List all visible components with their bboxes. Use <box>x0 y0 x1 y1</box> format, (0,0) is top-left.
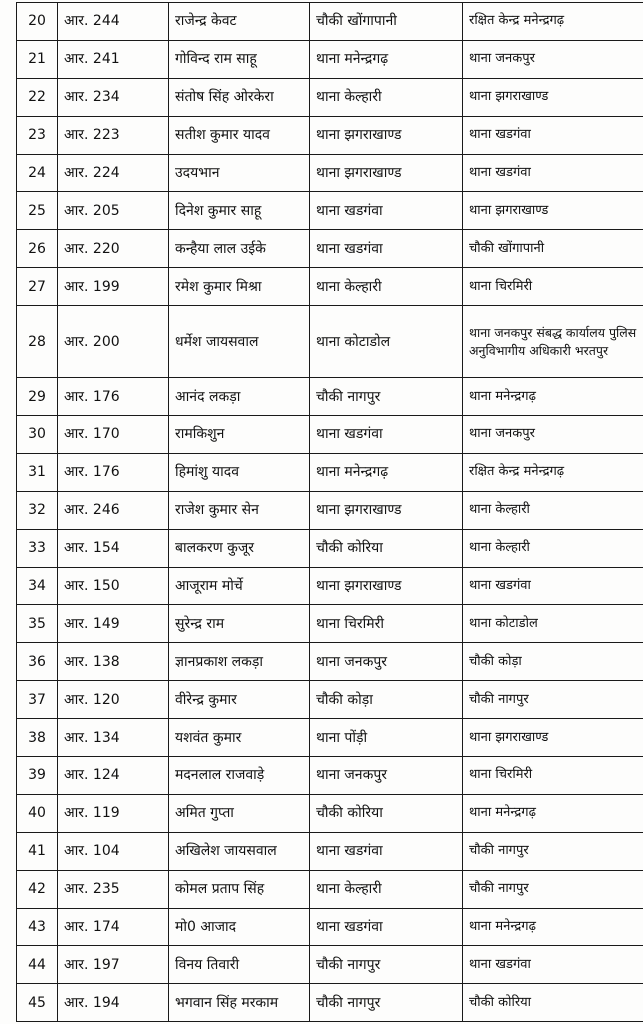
new-posting-cell: थाना कोटाडोल <box>463 605 643 643</box>
current-posting-cell: थाना खडगंवा <box>310 230 463 268</box>
current-posting-cell: थाना केल्हारी <box>310 78 463 116</box>
current-posting-cell: थाना झगराखाण्ड <box>310 116 463 154</box>
new-posting-cell: थाना चिरमिरी <box>463 268 643 306</box>
constable-number-cell: आर. 134 <box>58 719 169 757</box>
serial-number-cell: 29 <box>17 378 58 416</box>
serial-number-cell: 25 <box>17 192 58 230</box>
new-posting-cell: थाना मनेन्द्रगढ़ <box>463 378 643 416</box>
constable-name-cell: दिनेश कुमार साहू <box>169 192 310 230</box>
constable-name-cell: अखिलेश जायसवाल <box>169 832 310 870</box>
table-row <box>17 453 643 491</box>
current-posting-cell: चौकी नागपुर <box>310 946 463 984</box>
new-posting-cell: रक्षित केन्द्र मनेन्द्रगढ़ <box>463 453 643 491</box>
new-posting-cell: चौकी कोरिया <box>463 984 643 1022</box>
current-posting-cell: थाना केल्हारी <box>310 268 463 306</box>
table-row <box>17 643 643 681</box>
constable-number-cell: आर. 170 <box>58 416 169 454</box>
current-posting-cell: थाना मनेन्द्रगढ़ <box>310 453 463 491</box>
constable-number-cell: आर. 241 <box>58 40 169 78</box>
new-posting-cell: थाना झगराखाण्ड <box>463 78 643 116</box>
new-posting-cell: थाना खडगंवा <box>463 116 643 154</box>
table-row <box>17 268 643 306</box>
table-row <box>17 116 643 154</box>
serial-number-cell: 34 <box>17 567 58 605</box>
new-posting-cell: चौकी नागपुर <box>463 870 643 908</box>
constable-number-cell: आर. 244 <box>58 3 169 41</box>
new-posting-cell: थाना मनेन्द्रगढ़ <box>463 908 643 946</box>
serial-number-cell: 28 <box>17 306 58 378</box>
serial-number-cell: 23 <box>17 116 58 154</box>
current-posting-cell: थाना खडगंवा <box>310 192 463 230</box>
current-posting-cell: थाना झगराखाण्ड <box>310 154 463 192</box>
constable-number-cell: आर. 220 <box>58 230 169 268</box>
constable-name-cell: कोमल प्रताप सिंह <box>169 870 310 908</box>
constable-number-cell: आर. 205 <box>58 192 169 230</box>
transfer-table-body <box>17 3 643 1022</box>
current-posting-cell: थाना पोंड़ी <box>310 719 463 757</box>
new-posting-cell: थाना केल्हारी <box>463 491 643 529</box>
serial-number-cell: 22 <box>17 78 58 116</box>
constable-name-cell: कन्हैया लाल उईके <box>169 230 310 268</box>
serial-number-cell: 33 <box>17 529 58 567</box>
table-row <box>17 529 643 567</box>
serial-number-cell: 21 <box>17 40 58 78</box>
serial-number-cell: 20 <box>17 3 58 41</box>
constable-number-cell: आर. 176 <box>58 378 169 416</box>
table-row <box>17 40 643 78</box>
new-posting-cell: थाना चिरमिरी <box>463 757 643 795</box>
new-posting-cell: चौकी नागपुर <box>463 681 643 719</box>
serial-number-cell: 37 <box>17 681 58 719</box>
current-posting-cell: थाना जनकपुर <box>310 643 463 681</box>
constable-name-cell: राजेश कुमार सेन <box>169 491 310 529</box>
constable-name-cell: राजेन्द्र केवट <box>169 3 310 41</box>
new-posting-cell: थाना खडगंवा <box>463 154 643 192</box>
constable-number-cell: आर. 176 <box>58 453 169 491</box>
table-row <box>17 908 643 946</box>
constable-number-cell: आर. 120 <box>58 681 169 719</box>
constable-name-cell: रमेश कुमार मिश्रा <box>169 268 310 306</box>
table-row <box>17 491 643 529</box>
constable-number-cell: आर. 200 <box>58 306 169 378</box>
current-posting-cell: चौकी नागपुर <box>310 984 463 1022</box>
constable-name-cell: अमित गुप्ता <box>169 794 310 832</box>
new-posting-cell: थाना खडगंवा <box>463 567 643 605</box>
constable-name-cell: गोविन्द राम साहू <box>169 40 310 78</box>
current-posting-cell: चौकी कोड़ा <box>310 681 463 719</box>
serial-number-cell: 36 <box>17 643 58 681</box>
constable-name-cell: उदयभान <box>169 154 310 192</box>
serial-number-cell: 32 <box>17 491 58 529</box>
constable-number-cell: आर. 197 <box>58 946 169 984</box>
constable-name-cell: यशवंत कुमार <box>169 719 310 757</box>
table-row <box>17 378 643 416</box>
constable-number-cell: आर. 119 <box>58 794 169 832</box>
table-row <box>17 794 643 832</box>
constable-name-cell: हिमांशु यादव <box>169 453 310 491</box>
serial-number-cell: 27 <box>17 268 58 306</box>
constable-number-cell: आर. 150 <box>58 567 169 605</box>
constable-number-cell: आर. 194 <box>58 984 169 1022</box>
serial-number-cell: 40 <box>17 794 58 832</box>
constable-name-cell: भगवान सिंह मरकाम <box>169 984 310 1022</box>
current-posting-cell: चौकी खोंगापानी <box>310 3 463 41</box>
serial-number-cell: 43 <box>17 908 58 946</box>
table-row <box>17 870 643 908</box>
constable-name-cell: ज्ञानप्रकाश लकड़ा <box>169 643 310 681</box>
constable-number-cell: आर. 234 <box>58 78 169 116</box>
constable-number-cell: आर. 223 <box>58 116 169 154</box>
constable-number-cell: आर. 224 <box>58 154 169 192</box>
constable-name-cell: मो0 आजाद <box>169 908 310 946</box>
constable-number-cell: आर. 124 <box>58 757 169 795</box>
current-posting-cell: थाना खडगंवा <box>310 832 463 870</box>
current-posting-cell: चौकी नागपुर <box>310 378 463 416</box>
constable-name-cell: वीरेन्द्र कुमार <box>169 681 310 719</box>
table-row <box>17 306 643 378</box>
current-posting-cell: थाना खडगंवा <box>310 416 463 454</box>
table-row <box>17 605 643 643</box>
constable-name-cell: बालकरण कुजूर <box>169 529 310 567</box>
constable-number-cell: आर. 149 <box>58 605 169 643</box>
constable-number-cell: आर. 246 <box>58 491 169 529</box>
constable-number-cell: आर. 104 <box>58 832 169 870</box>
serial-number-cell: 31 <box>17 453 58 491</box>
constable-name-cell: विनय तिवारी <box>169 946 310 984</box>
new-posting-cell: चौकी खोंगापानी <box>463 230 643 268</box>
constable-number-cell: आर. 138 <box>58 643 169 681</box>
current-posting-cell: थाना खडगंवा <box>310 908 463 946</box>
constable-name-cell: आजूराम मोर्चे <box>169 567 310 605</box>
table-row <box>17 757 643 795</box>
serial-number-cell: 39 <box>17 757 58 795</box>
new-posting-cell: थाना जनकपुर <box>463 40 643 78</box>
serial-number-cell: 42 <box>17 870 58 908</box>
constable-name-cell: सुरेन्द्र राम <box>169 605 310 643</box>
serial-number-cell: 24 <box>17 154 58 192</box>
constable-number-cell: आर. 174 <box>58 908 169 946</box>
serial-number-cell: 30 <box>17 416 58 454</box>
serial-number-cell: 44 <box>17 946 58 984</box>
serial-number-cell: 41 <box>17 832 58 870</box>
serial-number-cell: 38 <box>17 719 58 757</box>
constable-name-cell: धर्मेश जायसवाल <box>169 306 310 378</box>
serial-number-cell: 35 <box>17 605 58 643</box>
new-posting-cell: चौकी कोड़ा <box>463 643 643 681</box>
current-posting-cell: थाना चिरमिरी <box>310 605 463 643</box>
new-posting-cell: चौकी नागपुर <box>463 832 643 870</box>
new-posting-cell: थाना झगराखाण्ड <box>463 719 643 757</box>
current-posting-cell: थाना मनेन्द्रगढ़ <box>310 40 463 78</box>
table-row <box>17 719 643 757</box>
new-posting-cell: रक्षित केन्द्र मनेन्द्रगढ़ <box>463 3 643 41</box>
current-posting-cell: थाना जनकपुर <box>310 757 463 795</box>
current-posting-cell: थाना झगराखाण्ड <box>310 567 463 605</box>
current-posting-cell: चौकी कोरिया <box>310 794 463 832</box>
constable-number-cell: आर. 199 <box>58 268 169 306</box>
constable-name-cell: आनंद लकड़ा <box>169 378 310 416</box>
table-row <box>17 984 643 1022</box>
constable-number-cell: आर. 235 <box>58 870 169 908</box>
table-row <box>17 230 643 268</box>
constable-name-cell: मदनलाल राजवाड़े <box>169 757 310 795</box>
table-row <box>17 832 643 870</box>
constable-number-cell: आर. 154 <box>58 529 169 567</box>
new-posting-cell: थाना जनकपुर संबद्ध कार्यालय पुलिस अनुविभागीय अधिकारी भरतपुर <box>463 306 643 378</box>
constable-name-cell: सतीश कुमार यादव <box>169 116 310 154</box>
table-row <box>17 946 643 984</box>
constable-name-cell: संतोष सिंह ओरकेरा <box>169 78 310 116</box>
new-posting-cell: थाना मनेन्द्रगढ़ <box>463 794 643 832</box>
current-posting-cell: थाना केल्हारी <box>310 870 463 908</box>
table-row <box>17 78 643 116</box>
current-posting-cell: थाना कोटाडोल <box>310 306 463 378</box>
table-row <box>17 154 643 192</box>
new-posting-cell: थाना झगराखाण्ड <box>463 192 643 230</box>
new-posting-cell: थाना खडगंवा <box>463 946 643 984</box>
current-posting-cell: थाना झगराखाण्ड <box>310 491 463 529</box>
table-row <box>17 681 643 719</box>
new-posting-cell: थाना जनकपुर <box>463 416 643 454</box>
current-posting-cell: चौकी कोरिया <box>310 529 463 567</box>
table-row <box>17 192 643 230</box>
serial-number-cell: 26 <box>17 230 58 268</box>
table-row <box>17 3 643 41</box>
table-row <box>17 567 643 605</box>
transfer-table <box>16 2 643 1022</box>
constable-name-cell: रामकिशुन <box>169 416 310 454</box>
serial-number-cell: 45 <box>17 984 58 1022</box>
table-row <box>17 416 643 454</box>
new-posting-cell: थाना केल्हारी <box>463 529 643 567</box>
